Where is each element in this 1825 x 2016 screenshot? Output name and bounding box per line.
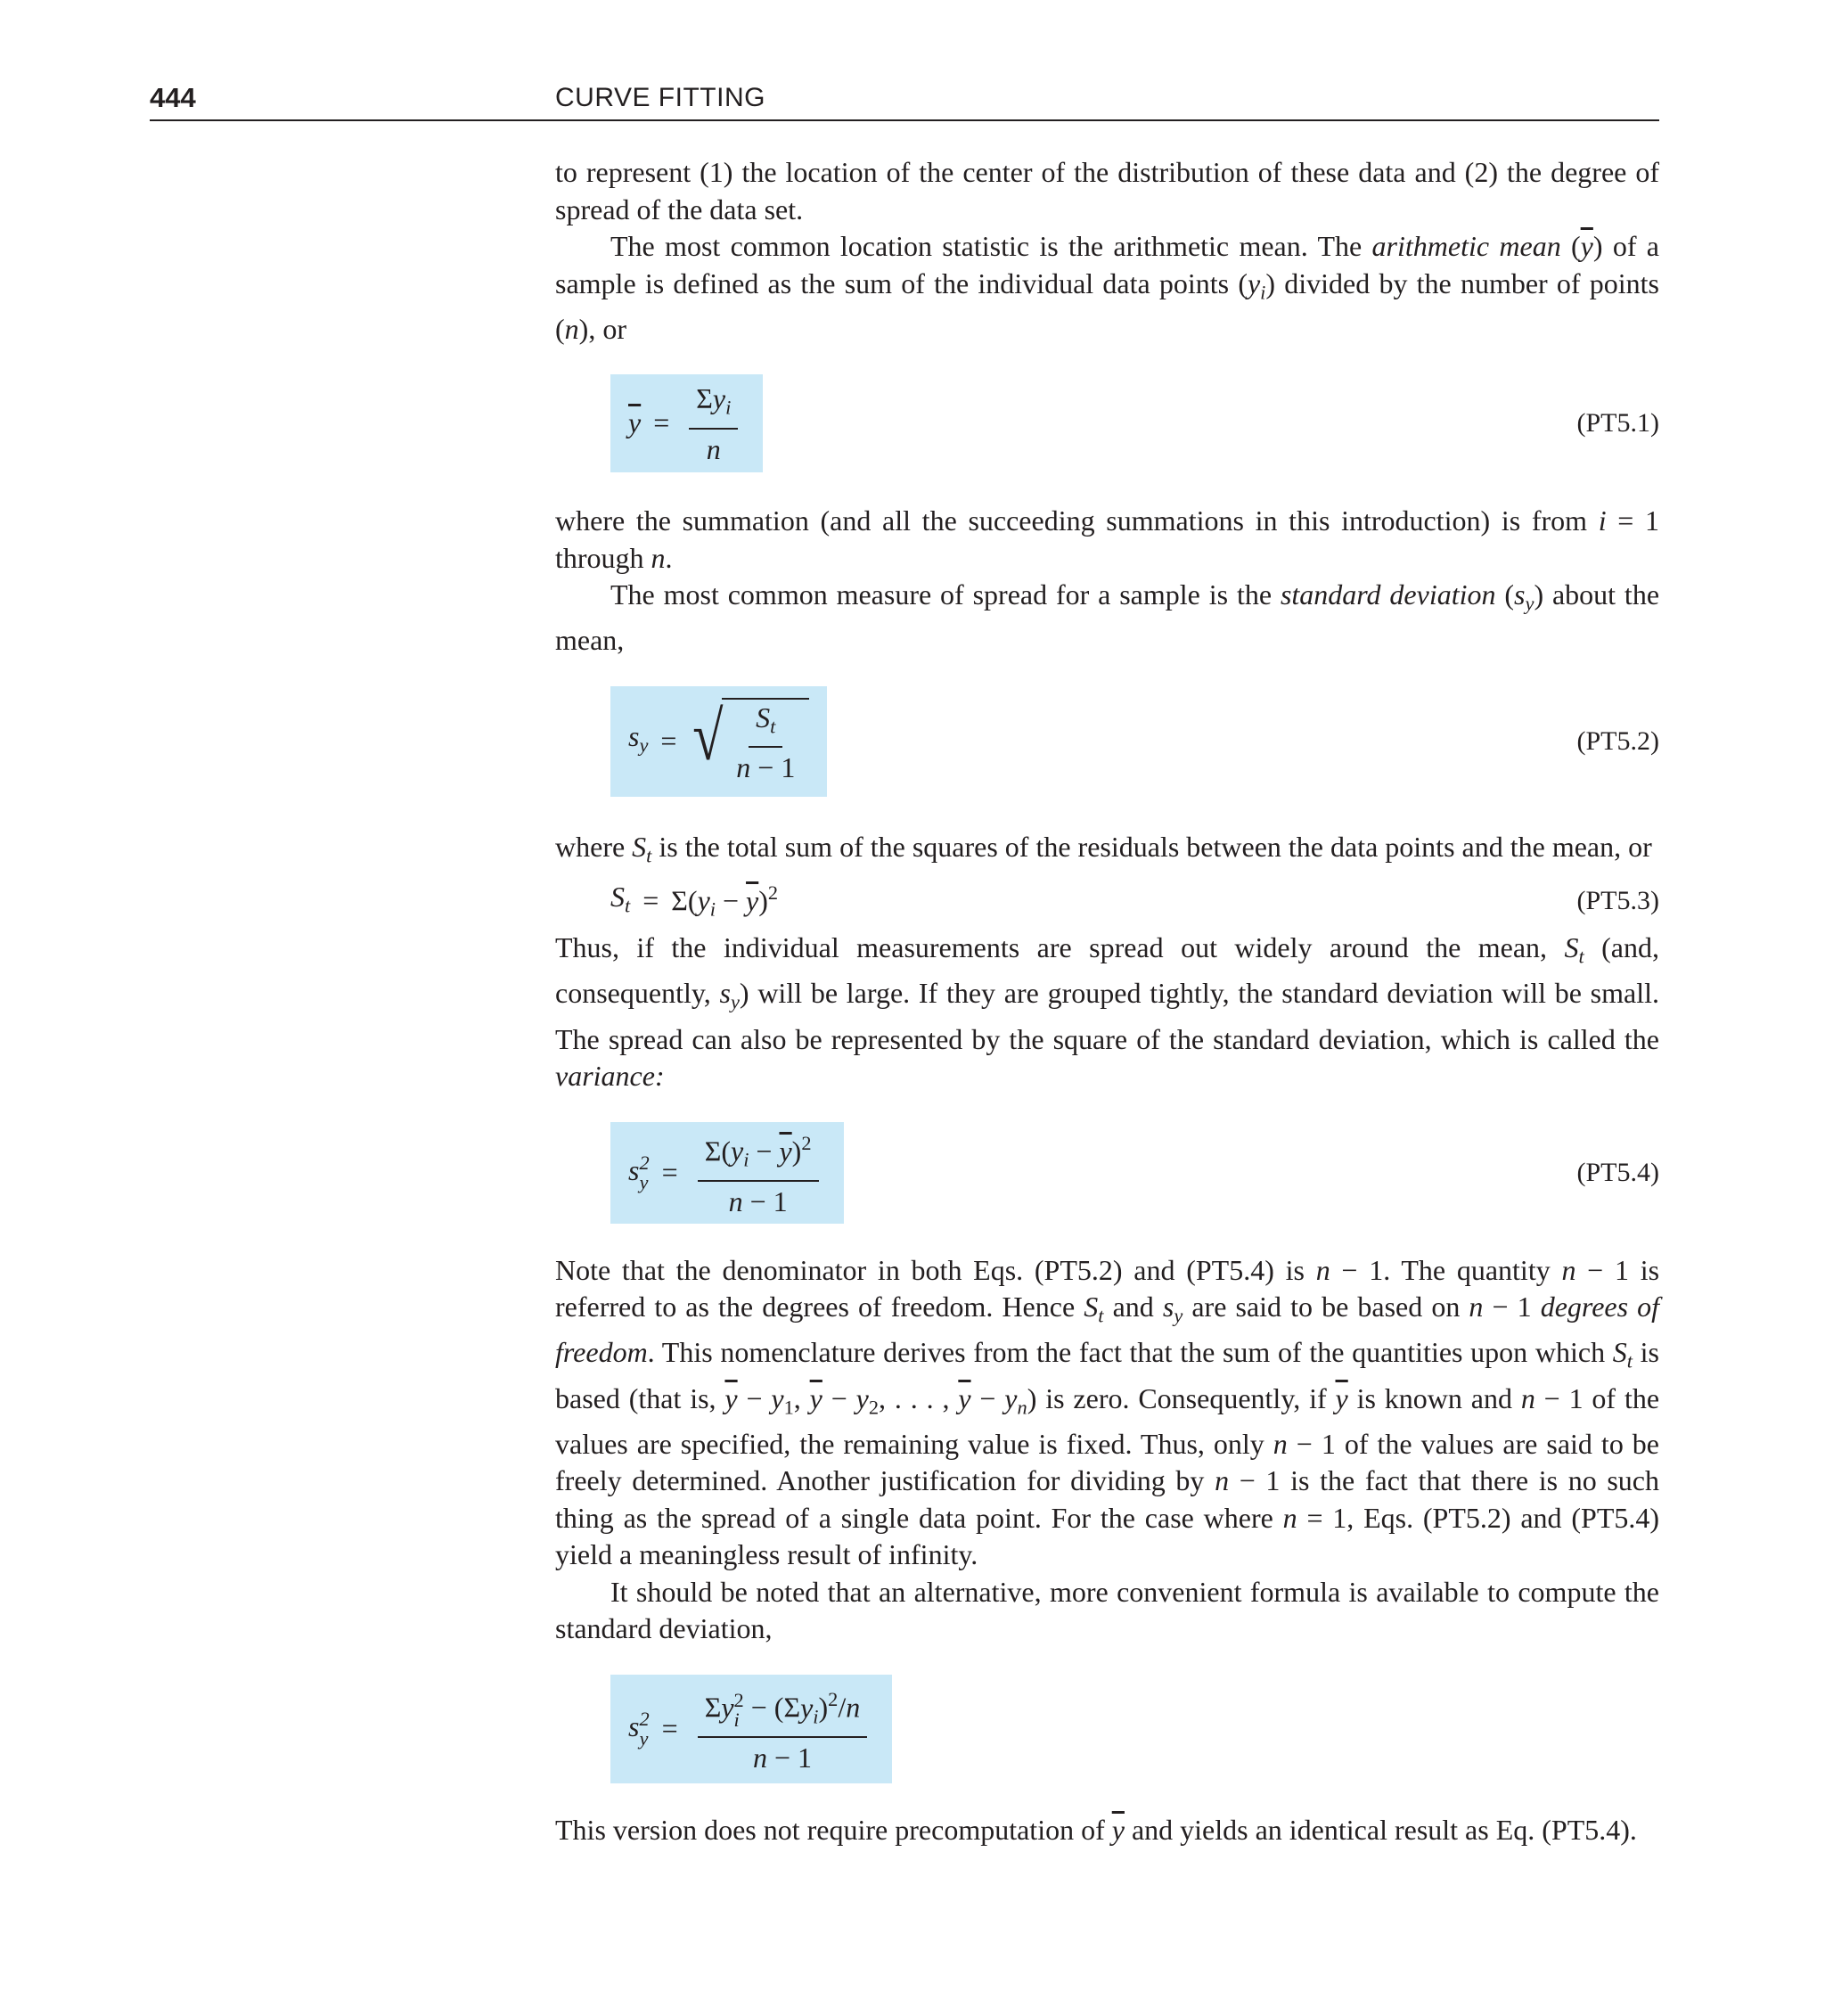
equation-number: (PT5.2) bbox=[1576, 726, 1659, 757]
equation-inline: $S_t$ = $\Sigma(y_i - \overline{y})^2$ bbox=[610, 880, 779, 921]
equation-pt5-2 bbox=[555, 686, 1659, 797]
paragraph: This version does not require precomputation of $\overline{y}$ and yields an identical result as Eq. (PT5.4). bbox=[555, 1813, 1637, 1846]
page-body bbox=[555, 154, 1659, 1848]
equation-number: (PT5.3) bbox=[1576, 886, 1659, 916]
equation-box: s 2 y = $\frac{\Sigma(y_i - \overline{y})^2}{n - 1}$ bbox=[610, 1122, 844, 1224]
paragraph: The most common location statistic is the arithmetic mean. The arithmetic mean $(\overline{y})$ of a sample is defined as the sum of the individual data points $(y_i)$ divided by the number of points (n), or bbox=[555, 230, 1660, 345]
equation-box: s 2 y = Σy 2 i − $(\Sigma y_i)^2/n$ n − 1 bbox=[610, 1675, 892, 1783]
paragraph: Thus, if the individual measurements are spread out widely around the mean, $S_t$ (and, consequently, $s_y$) will be large. If they are grouped tightly, the standard deviation will be small. The spread can also be represented by the square of the standard deviation, which is called the variance: bbox=[555, 931, 1660, 1093]
paragraph: to represent (1) the location of the center of the distribution of these data and (2) the degree of spread of the data set. bbox=[555, 156, 1659, 225]
paragraph: Note that the denominator in both Eqs. (PT5.2) and (PT5.4) is n − 1. The quantity n − 1 is referred to as the degrees of freedom. Hence $S_t$ and $s_y$ are said to be based on n − 1 degrees of freedom. This nomenclature derives from the fact that the sum of the quantities upon which $S_t$ is based (that is, $\overline{y} - y_1$, $\overline{y} - y_2$, . . . , $\overline{y} - y_n$) is zero. Consequently, if $\overline{y}$ is known and n − 1 of the values are specified, the remaining value is fixed. Thus, only n − 1 of the values are said to be freely determined. Another justification for dividing by n − 1 is the fact that there is no such thing as the spread of a single data point. For the case where n = 1, Eqs. (PT5.2) and (PT5.4) yield a meaningless result of infinity. bbox=[555, 1253, 1660, 1571]
equation-pt5-1 bbox=[555, 374, 1659, 472]
equation-box: $\overline{y}$ = $\frac{\Sigma y_i}{n}$ bbox=[610, 374, 763, 472]
equation-number: (PT5.1) bbox=[1576, 408, 1659, 438]
equation-alternative bbox=[555, 1675, 1659, 1783]
equation-pt5-4 bbox=[555, 1122, 1659, 1224]
equation-box: $s_y$ = √ $\frac{S_t}{n - 1}$ bbox=[610, 686, 827, 797]
page-header bbox=[150, 80, 1659, 121]
equation-number: (PT5.4) bbox=[1576, 1157, 1659, 1187]
paragraph: It should be noted that an alternative, more convenient formula is available to compute the standard deviation, bbox=[555, 1575, 1659, 1645]
paragraph: where the summation (and all the succeeding summations in this introduction) is from i = 1 through n. bbox=[555, 504, 1660, 574]
running-head: CURVE FITTING bbox=[555, 83, 765, 112]
equation-pt5-3 bbox=[555, 881, 1659, 921]
page-number: 444 bbox=[150, 82, 196, 113]
paragraph: where $S_t$ is the total sum of the squares of the residuals between the data points and the mean, or bbox=[555, 830, 1652, 867]
paragraph: The most common measure of spread for a sample is the standard deviation $(s_y)$ about the mean, bbox=[555, 578, 1660, 657]
